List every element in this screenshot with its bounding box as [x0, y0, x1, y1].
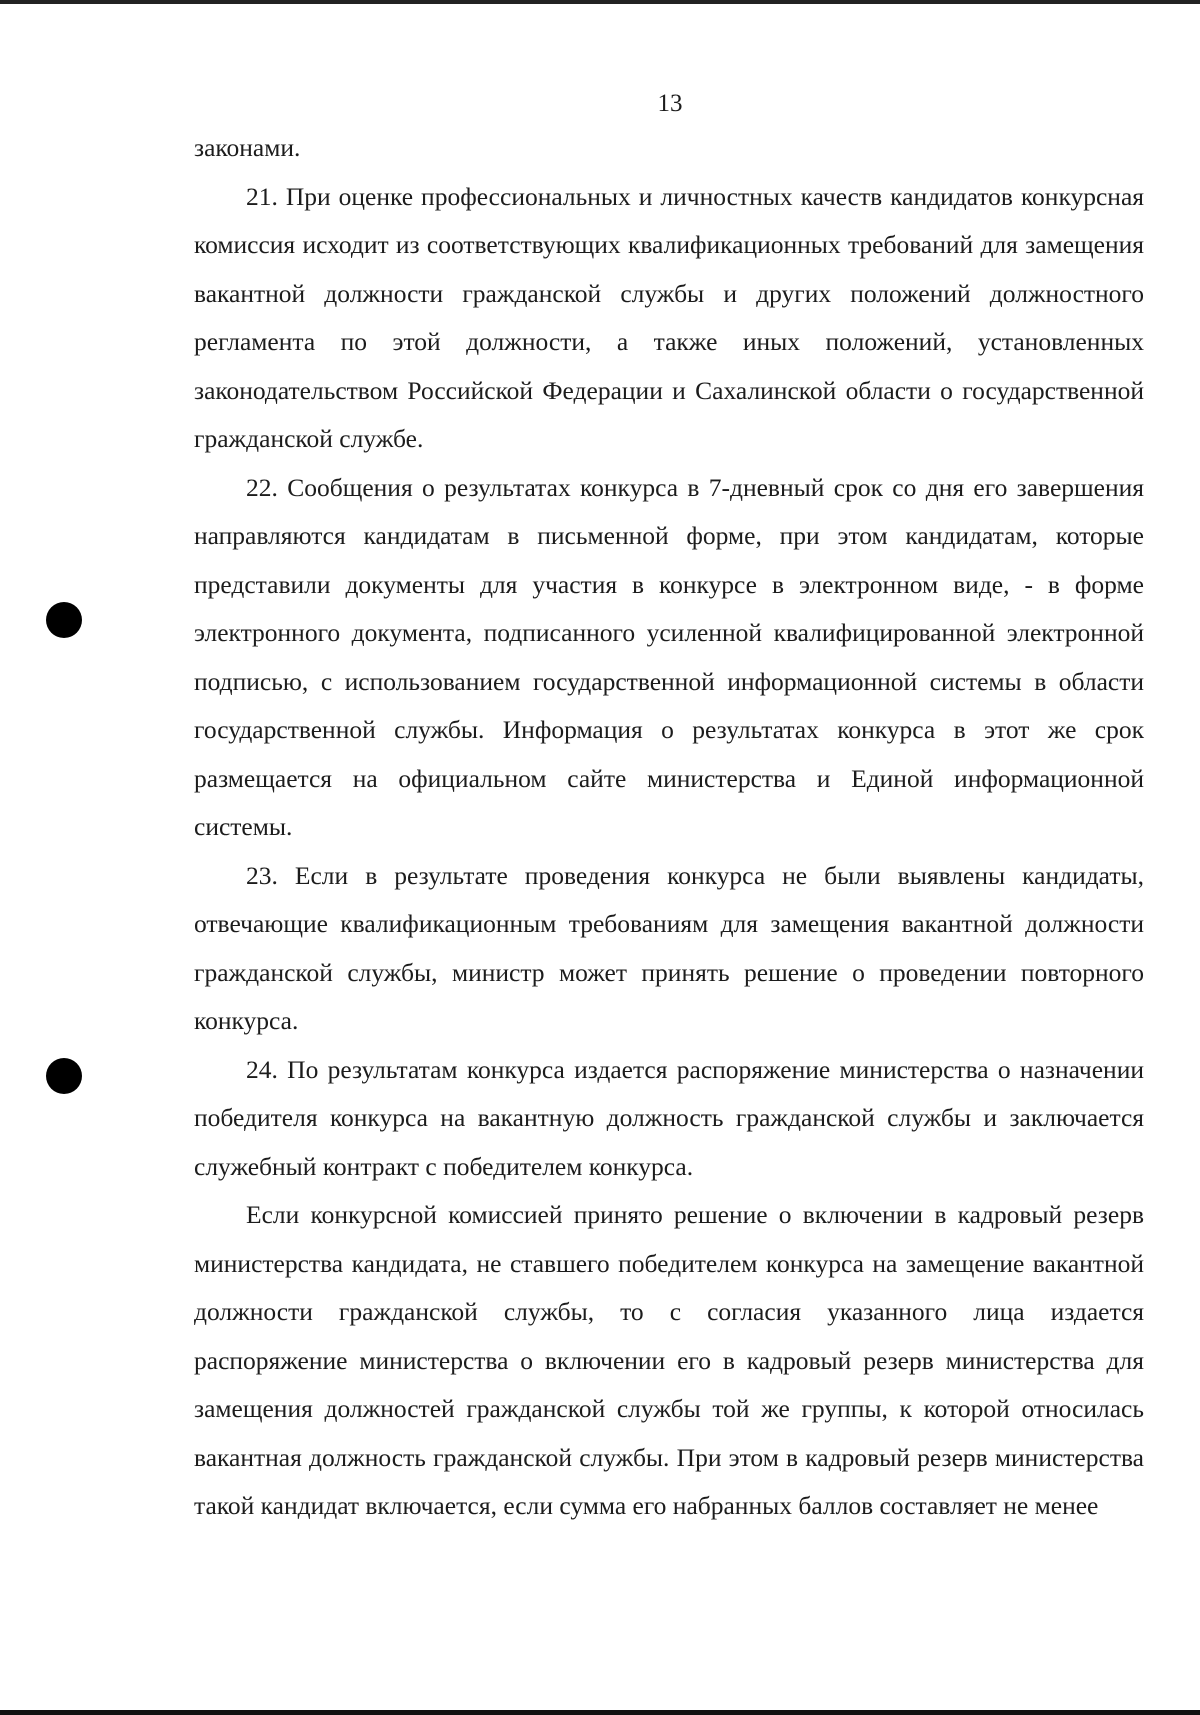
document-body — [194, 124, 1144, 1531]
paragraph-24: 24. По результатам конкурса издается распоряжение министерства о назначении победителя конкурса на вакантную должность гражданской службы и заключается служебный контракт с победителем конкурса. — [194, 1054, 1144, 1181]
paragraph-21: 21. При оценке профессиональных и личностных качеств кандидатов конкурсная комиссия исходит из соответствующих квалификационных требований для замещения вакантной должности гражданской службы и других положений должностного регламента по этой должности, а также иных положений, установленных законодательством Российской Федерации и Сахалинской области о государственной гражданской службе. — [194, 181, 1144, 453]
punch-hole-bottom — [46, 1058, 82, 1094]
scan-top-edge — [0, 0, 1200, 4]
page-number: 13 — [657, 90, 683, 117]
paragraph-22: 22. Сообщения о результатах конкурса в 7-дневный срок со дня его завершения направляются кандидатам в письменной форме, при этом кандидатам, которые представили документы для участия в конкурсе в электронном виде, - в форме электронного документа, подписанного усиленной квалифицированной электронной подписью, с использованием государственной информационной системы в области государственной службы. Информация о результатах конкурса в этот же срок размещается на официальном сайте министерства и Единой информационной системы. — [194, 472, 1144, 841]
punch-hole-top — [46, 602, 82, 638]
paragraph-continuation: законами. — [194, 133, 301, 162]
scan-bottom-edge — [0, 1710, 1200, 1715]
paragraph-reserve: Если конкурсной комиссией принято решение о включении в кадровый резерв министерства кандидата, не ставшего победителем конкурса на замещение вакантной должности гражданской службы, то с согласия указанного лица издается распоряжение министерства о включении его в кадровый резерв министерства для замещения должностей гражданской службы той же группы, к которой относилась вакантная должность гражданской службы. При этом в кадровый резерв министерства такой кандидат включается, если сумма его набранных баллов составляет не менее — [194, 1200, 1144, 1520]
paragraph-23: 23. Если в результате проведения конкурса не были выявлены кандидаты, отвечающие квалификационным требованиям для замещения вакантной должности гражданской службы, министр может принять решение о проведении повторного конкурса. — [194, 860, 1144, 1035]
